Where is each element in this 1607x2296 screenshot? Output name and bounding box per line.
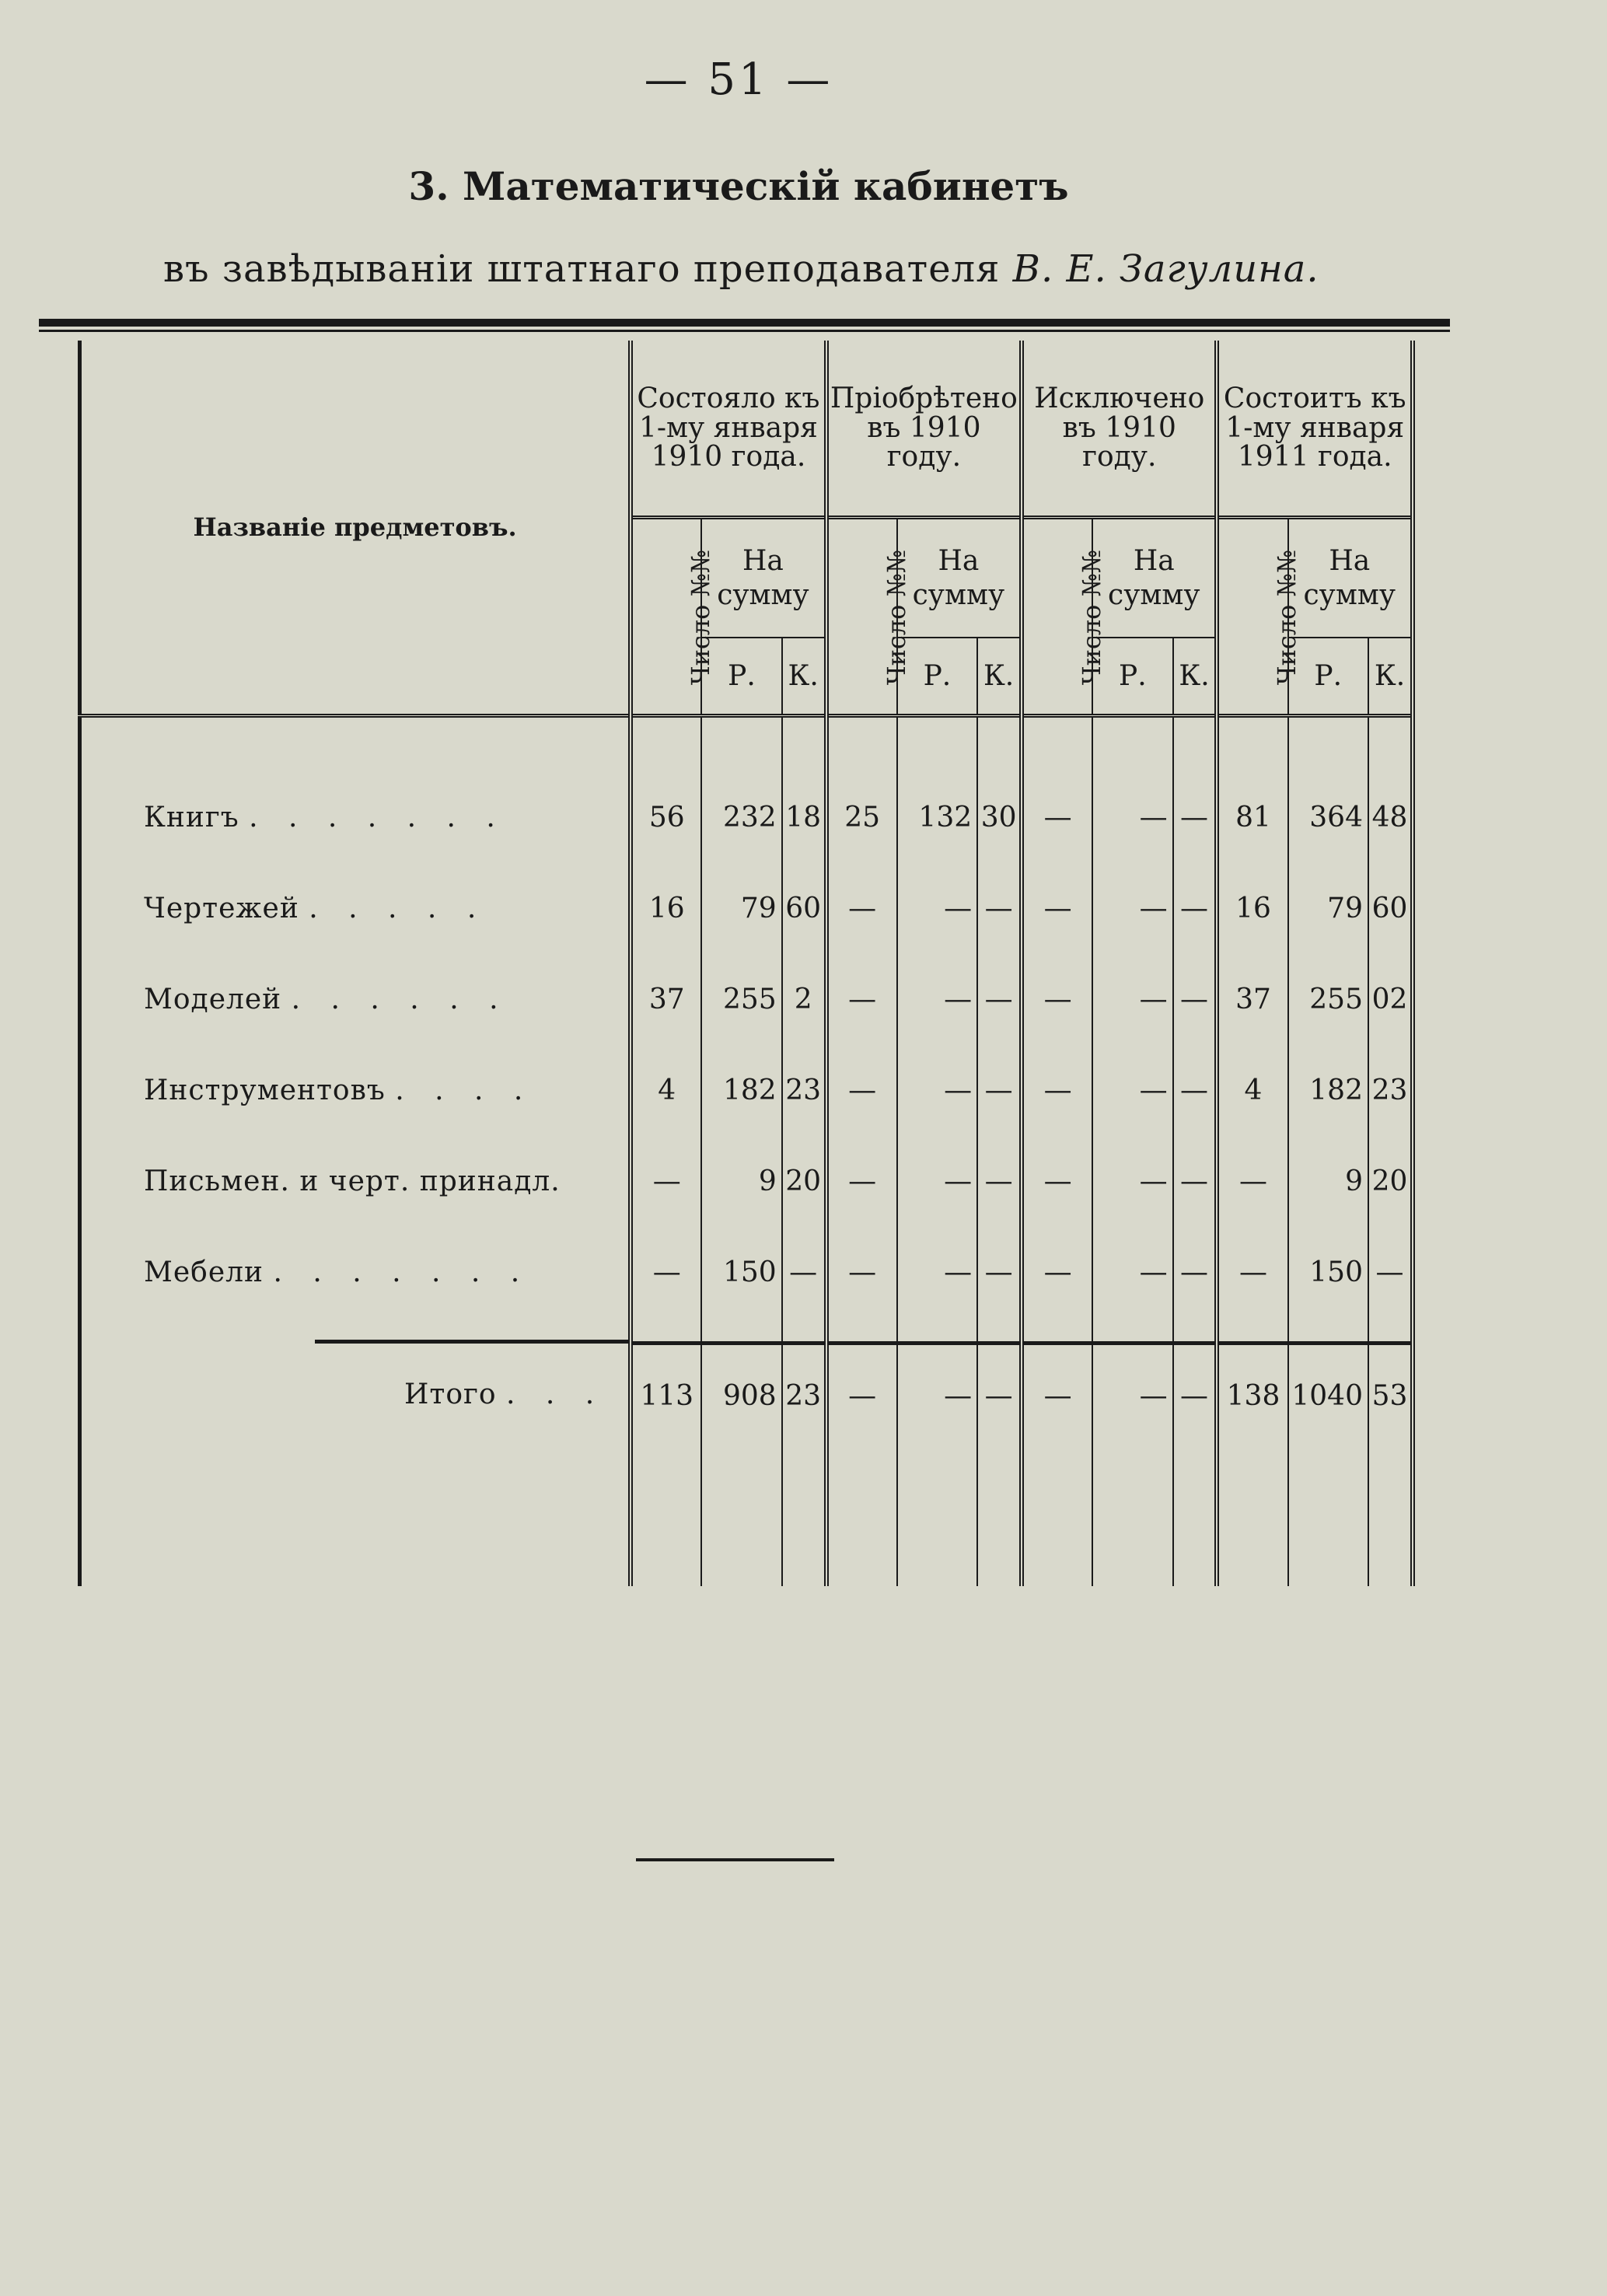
rubles-cell: — [897,1136,977,1227]
item-name-cell [80,1227,631,1318]
page-number: — 51 — [644,54,833,105]
count-cell: 113 [631,1344,701,1447]
rubles-cell: 150 [1288,1227,1368,1318]
rubles-cell: 255 [701,954,781,1045]
count-cell: — [1022,863,1092,954]
leader-dots: . . . [506,1379,606,1411]
rubles-cell: — [897,1045,977,1136]
kopecks-cell: — [977,1344,1022,1447]
kopecks-cell: — [1173,863,1217,954]
kopecks-cell: — [1173,1136,1217,1227]
table-spacer [80,716,1413,773]
header-count: Число №№ [1022,518,1092,716]
count-cell: 16 [631,863,701,954]
subtitle-person: В. Е. Загулина. [1012,247,1319,291]
rubles-cell: 79 [701,863,781,954]
header-count: Число №№ [826,518,897,716]
leader-dots: . . . . . . . [249,802,506,833]
header-rubles: Р. [897,638,977,715]
total-row [80,1344,1413,1447]
header-kopecks: К. [1173,638,1217,715]
count-cell: — [826,863,897,954]
kopecks-cell: 23 [1368,1045,1413,1136]
count-cell: — [826,954,897,1045]
leader-dots: . . . . . . [291,984,509,1015]
kopecks-cell: — [782,1227,826,1318]
kopecks-cell: — [1173,1344,1217,1447]
kopecks-cell: — [1173,1045,1217,1136]
page-subtitle [163,247,1319,291]
header-kopecks: К. [782,638,826,715]
rubles-cell: 9 [1288,1136,1368,1227]
rubles-cell: 79 [1288,863,1368,954]
rubles-cell: 364 [1288,772,1368,863]
count-cell: — [631,1136,701,1227]
kopecks-cell: — [977,863,1022,954]
kopecks-cell: 20 [1368,1136,1413,1227]
leader-dots: . . . . [395,1075,534,1106]
item-name-cell [80,954,631,1045]
header-group-1911-start: Состоитъ къ 1-му января 1911 года. [1217,341,1413,518]
header-rubles: Р. [1092,638,1172,715]
kopecks-cell: 02 [1368,954,1413,1045]
page-title: 3. Математическій кабинетъ [408,163,1069,209]
kopecks-cell: — [977,1136,1022,1227]
count-cell: 81 [1217,772,1287,863]
header-group-acquired: Пріобрѣтено въ 1910 году. [826,341,1022,518]
rubles-cell: — [1092,954,1172,1045]
count-cell: 16 [1217,863,1287,954]
rubles-cell: 182 [701,1045,781,1136]
item-name: Письмен. и черт. принадл. [144,1165,561,1197]
kopecks-cell: 60 [1368,863,1413,954]
header-group-excluded: Исключено въ 1910 году. [1022,341,1217,518]
count-cell: 56 [631,772,701,863]
rubles-cell: 150 [701,1227,781,1318]
rubles-cell: — [1092,772,1172,863]
kopecks-cell: 48 [1368,772,1413,863]
header-sum: На сумму [701,518,826,638]
item-name-cell [80,772,631,863]
rubles-cell: — [1092,1136,1172,1227]
item-name: Моделей [144,984,282,1015]
count-cell: 138 [1217,1344,1287,1447]
kopecks-cell: 60 [782,863,826,954]
kopecks-cell: — [977,954,1022,1045]
kopecks-cell: 2 [782,954,826,1045]
item-name: Чертежей [144,893,299,924]
count-cell: — [1022,1344,1092,1447]
header-rubles: Р. [1288,638,1368,715]
total-rule [315,1340,628,1344]
count-cell: — [1217,1227,1287,1318]
table-row [80,1045,1413,1136]
count-cell: — [1022,772,1092,863]
leader-dots: . . . . . [309,893,487,924]
kopecks-cell: 20 [782,1136,826,1227]
count-cell: 4 [631,1045,701,1136]
rubles-cell: — [897,1227,977,1318]
inventory-table [78,341,1415,1586]
count-cell: — [1022,1045,1092,1136]
count-cell: — [1022,1136,1092,1227]
item-name-cell [80,863,631,954]
header-count: Число №№ [1217,518,1287,716]
count-cell: — [1217,1136,1287,1227]
table-row [80,1227,1413,1318]
leader-dots: . . . . . . . [273,1256,531,1288]
kopecks-cell: — [1173,954,1217,1045]
header-group-1910-start: Состояло къ 1-му января 1910 года. [631,341,826,518]
table-tail [80,1446,1413,1586]
rubles-cell: 182 [1288,1045,1368,1136]
header-kopecks: К. [977,638,1022,715]
count-cell: — [826,1344,897,1447]
item-name: Мебели [144,1256,264,1288]
count-cell: — [826,1227,897,1318]
header-rubles: Р. [701,638,781,715]
table-row [80,1136,1413,1227]
rubles-cell: — [1092,1045,1172,1136]
kopecks-cell: 53 [1368,1344,1413,1447]
item-name: Книгъ [144,802,239,833]
header-sum: На сумму [897,518,1022,638]
rubles-cell: 9 [701,1136,781,1227]
kopecks-cell: 30 [977,772,1022,863]
item-name-cell [80,1136,631,1227]
kopecks-cell: — [1368,1227,1413,1318]
item-name-cell [80,1344,631,1447]
header-kopecks: К. [1368,638,1413,715]
rubles-cell: — [897,863,977,954]
kopecks-cell: — [977,1227,1022,1318]
rubles-cell: — [1092,863,1172,954]
kopecks-cell: 23 [782,1344,826,1447]
table-row [80,772,1413,863]
rubles-cell: 1040 [1288,1344,1368,1447]
kopecks-cell: — [977,1045,1022,1136]
rubles-cell: — [897,954,977,1045]
count-cell: — [1022,1227,1092,1318]
count-cell: 37 [631,954,701,1045]
total-separator [80,1318,1413,1344]
rubles-cell: 908 [701,1344,781,1447]
header-sum: На сумму [1092,518,1217,638]
count-cell: 37 [1217,954,1287,1045]
end-rule [636,1858,834,1861]
header-sum: На сумму [1288,518,1413,638]
count-cell: — [826,1136,897,1227]
item-name-cell [80,1045,631,1136]
subtitle-prefix: въ завѣдываніи штатнаго преподавателя [163,247,1001,291]
rubles-cell: — [1092,1227,1172,1318]
kopecks-cell: 23 [782,1045,826,1136]
kopecks-cell: — [1173,1227,1217,1318]
count-cell: — [1022,954,1092,1045]
kopecks-cell: — [1173,772,1217,863]
rubles-cell: 132 [897,772,977,863]
count-cell: — [826,1045,897,1136]
count-cell: 4 [1217,1045,1287,1136]
item-name: Инструментовъ [144,1075,386,1106]
table-row [80,954,1413,1045]
rubles-cell: 232 [701,772,781,863]
table-row [80,863,1413,954]
count-cell: 25 [826,772,897,863]
rubles-cell: — [897,1344,977,1447]
rubles-cell: — [1092,1344,1172,1447]
count-cell: — [631,1227,701,1318]
rubles-cell: 255 [1288,954,1368,1045]
top-rule-thick [39,319,1450,327]
header-count: Число №№ [631,518,701,716]
kopecks-cell: 18 [782,772,826,863]
item-name: Итого [404,1379,497,1411]
top-rule-thin [39,330,1450,332]
header-item-name: Названіе предметовъ. [80,341,631,716]
